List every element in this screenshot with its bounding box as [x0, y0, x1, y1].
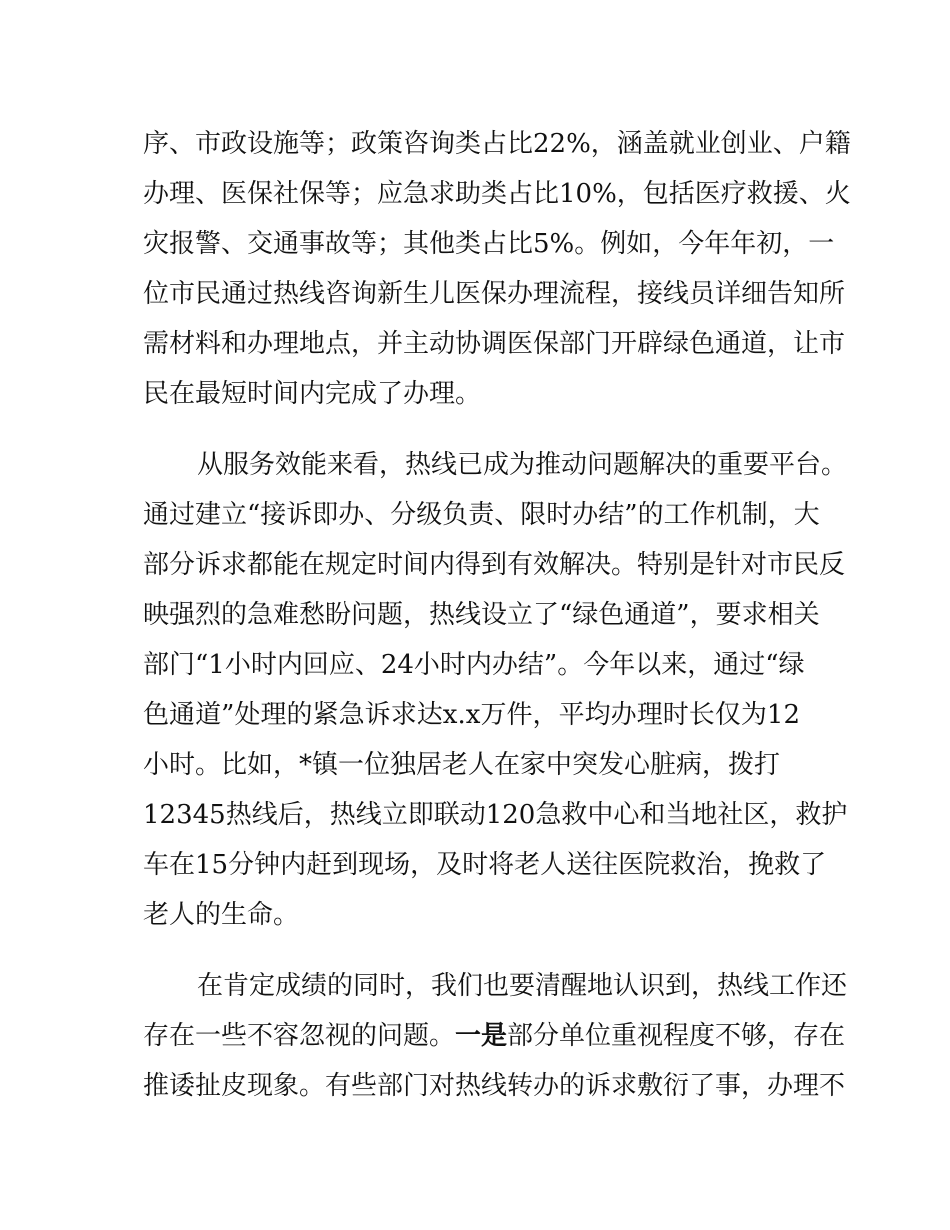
text-line: 办理、医保社保等；应急求助类占比10%，包括医疗救援、火 — [143, 179, 851, 209]
text-line: 映强烈的急难愁盼问题，热线设立了“绿色通道”，要求相关 — [143, 600, 820, 630]
paragraph-2 — [143, 445, 848, 945]
text: 存在一些不容忽视的问题。 — [143, 1021, 456, 1051]
text-line: 老人的生命。 — [143, 900, 300, 930]
text-line: 小时。比如，*镇一位独居老人在家中突发心脏病，拨打 — [143, 750, 781, 780]
bold-marker: 一是 — [455, 1021, 508, 1051]
text-line: 需材料和办理地点，并主动协调医保部门开辟绿色通道，让市 — [143, 329, 846, 359]
text: 部分单位重视程度不够，存在 — [507, 1021, 846, 1051]
paragraph-3 — [143, 966, 848, 1116]
text-line: 灾报警、交通事故等；其他类占比5%。例如，今年年初，一 — [143, 229, 835, 259]
paragraph-1 — [143, 124, 851, 424]
text-line: 民在最短时间内完成了办理。 — [143, 379, 482, 409]
text-line: 从服务效能来看，热线已成为推动问题解决的重要平台。 — [197, 450, 848, 480]
text-line: 在肯定成绩的同时，我们也要清醒地认识到，热线工作还 — [197, 971, 848, 1001]
document-page — [143, 124, 851, 1137]
text-line — [143, 1016, 846, 1066]
text-line: 位市民通过热线咨询新生儿医保办理流程，接线员详细告知所 — [143, 279, 846, 309]
text-line: 序、市政设施等；政策咨询类占比22%，涵盖就业创业、户籍 — [143, 129, 851, 159]
text-line: 12345热线后，热线立即联动120急救中心和当地社区，救护 — [143, 800, 848, 830]
text-line: 通过建立“接诉即办、分级负责、限时办结”的工作机制，大 — [143, 500, 820, 530]
text-line: 车在15分钟内赶到现场，及时将老人送往医院救治，挽救了 — [143, 850, 827, 880]
text-line: 推诿扯皮现象。有些部门对热线转办的诉求敷衍了事，办理不 — [143, 1071, 846, 1101]
text-line: 部分诉求都能在规定时间内得到有效解决。特别是针对市民反 — [143, 550, 846, 580]
text-line: 色通道”处理的紧急诉求达x.x万件，平均办理时长仅为12 — [143, 700, 800, 730]
text-line: 部门“1小时内回应、24小时内办结”。今年以来，通过“绿 — [143, 650, 805, 680]
